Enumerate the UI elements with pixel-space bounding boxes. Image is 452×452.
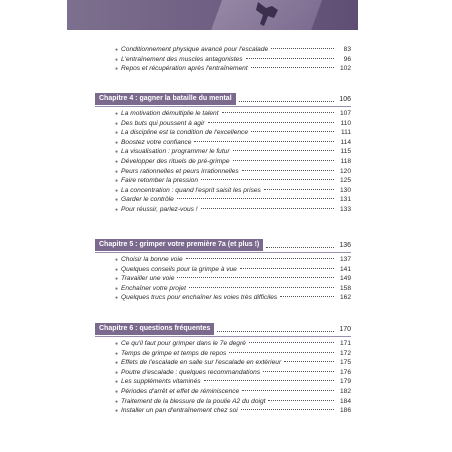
- toc-entry-label: Effets de l'escalade en salle sur l'escalade en extérieur: [121, 359, 282, 367]
- toc-entry-label: Temps de grimpe et temps de repos: [121, 349, 227, 357]
- chapter-heading[interactable]: [95, 323, 351, 335]
- toc-entry-label: Traitement de la blessure de la poulie A2 du doigt: [121, 397, 266, 405]
- toc-entry-label: Enchaîner votre projet: [121, 284, 186, 292]
- dot-leader: [177, 277, 334, 278]
- dot-leader: [241, 409, 334, 410]
- chapter-underline: [95, 106, 351, 107]
- chapter-title: Chapitre 6 : questions fréquentes: [95, 323, 214, 335]
- bullet-icon: ●: [115, 257, 119, 263]
- toc-entry-label: La discipline est la condition de l'excellence: [121, 129, 249, 137]
- dot-leader: [233, 150, 334, 151]
- dot-leader: [251, 67, 334, 68]
- bullet-icon: ●: [115, 168, 119, 175]
- dot-leader: [249, 342, 334, 343]
- bullet-icon: ●: [115, 149, 119, 156]
- climber-silhouette-icon: [248, 0, 288, 30]
- toc-entry-label: La concentration : quand l'esprit saisit les prises: [121, 186, 261, 194]
- bullet-icon: ●: [115, 187, 119, 194]
- dot-leader: [263, 371, 334, 372]
- dot-leader: [240, 268, 334, 269]
- toc-entry-label: Des buts qui poussent à agir: [121, 119, 205, 127]
- dot-leader: [201, 179, 334, 180]
- chapter-heading[interactable]: [95, 93, 351, 105]
- bullet-icon: ●: [115, 408, 119, 415]
- dot-leader: [246, 58, 334, 59]
- toc-entry-page: 179: [339, 378, 351, 386]
- dot-leader: [280, 296, 334, 297]
- bullet-icon: ●: [115, 398, 119, 405]
- header-photo-banner: [67, 0, 358, 30]
- toc-entry-label: La visualisation : programmer le futur: [121, 148, 230, 156]
- dot-leader: [284, 361, 334, 362]
- toc-entry[interactable]: [95, 340, 351, 350]
- toc-entry-label: La motivation démultiplie le talent: [121, 110, 219, 117]
- toc-entry[interactable]: [95, 187, 351, 197]
- bullet-icon: ●: [115, 350, 119, 357]
- dot-leader: [264, 189, 334, 190]
- toc-entry-label: Pour réussir, parlez-vous !: [121, 206, 198, 213]
- toc-entry-page: 120: [339, 167, 351, 175]
- toc-entry-label: Développer des rituels de pré-grimpe: [121, 158, 230, 165]
- bullet-icon: ●: [115, 130, 119, 137]
- toc-entry[interactable]: [95, 196, 351, 206]
- bullet-icon: ●: [115, 66, 119, 73]
- toc-entry-page: 107: [339, 110, 351, 117]
- toc-entry-label: Repos et récupération après l'entraînement: [121, 65, 248, 73]
- dot-leader: [177, 198, 334, 199]
- toc-entry-page: 162: [339, 294, 351, 302]
- toc-entry-page: 172: [339, 349, 351, 357]
- bullet-icon: ●: [115, 379, 119, 386]
- toc-entry[interactable]: [95, 256, 351, 266]
- bullet-icon: ●: [115, 120, 119, 127]
- bullet-icon: ●: [115, 276, 119, 283]
- toc-entry[interactable]: [95, 285, 351, 295]
- toc-entry[interactable]: [95, 158, 351, 168]
- dot-leader: [242, 390, 334, 391]
- bullet-icon: ●: [115, 285, 119, 292]
- dot-leader: [201, 208, 334, 209]
- dot-leader: [217, 331, 334, 332]
- toc-entry[interactable]: [95, 139, 351, 149]
- toc-entry[interactable]: [95, 275, 351, 285]
- toc-entry-page: 171: [339, 340, 351, 347]
- bullet-icon: ●: [115, 207, 119, 213]
- toc-entry-page: 111: [340, 129, 351, 137]
- toc-entry-label: Poutre d'escalade : quelques recommandations: [121, 368, 261, 376]
- chapter-title: Chapitre 5 : grimper votre première 7a (et plus !): [95, 239, 263, 251]
- toc-entry-page: 158: [339, 284, 351, 292]
- toc-entry[interactable]: [95, 46, 351, 56]
- toc-entry-page: 118: [340, 158, 351, 165]
- toc-entry[interactable]: [95, 206, 351, 216]
- toc-entry-label: Conditionnement physique avancé pour l'escalade: [121, 46, 269, 53]
- toc-entry-label: Travailler une voie: [121, 275, 175, 283]
- bullet-icon: ●: [115, 111, 119, 117]
- bullet-icon: ●: [115, 178, 119, 185]
- toc-entry-page: 125: [339, 177, 351, 185]
- chapter-page: 136: [339, 241, 351, 249]
- dot-leader: [208, 122, 334, 123]
- toc-entry-page: 137: [339, 256, 351, 263]
- toc-entry-page: 141: [339, 265, 351, 273]
- dot-leader: [239, 101, 334, 102]
- dot-leader: [189, 287, 334, 288]
- dot-leader: [229, 352, 334, 353]
- toc-entry-label: Périodes d'arrêt et effet de réminiscence: [121, 388, 240, 395]
- toc-entry-page: 133: [339, 206, 351, 213]
- toc-entry-page: 186: [339, 407, 351, 415]
- toc-entry[interactable]: [95, 129, 351, 139]
- toc-entry-label: Choisir la bonne voie: [121, 256, 183, 263]
- dot-leader: [186, 258, 334, 259]
- toc-entry[interactable]: [95, 388, 351, 398]
- dot-leader: [233, 160, 334, 161]
- toc-entry[interactable]: [95, 177, 351, 187]
- chapter-title: Chapitre 4 : gagner la bataille du mental: [95, 93, 236, 105]
- toc-entry[interactable]: [95, 168, 351, 178]
- bullet-icon: ●: [115, 56, 119, 63]
- toc-entry[interactable]: [95, 65, 351, 75]
- toc-entry-label: Peurs rationnelles et peurs irrationnelles: [121, 167, 239, 175]
- toc-entry-page: 83: [343, 46, 351, 53]
- toc-entry-page: 176: [339, 368, 351, 376]
- toc-entry-label: Faire retomber la pression: [121, 177, 198, 185]
- chapter-page: 106: [339, 95, 351, 103]
- toc-entry[interactable]: [95, 407, 351, 417]
- toc-entry-page: 131: [339, 196, 351, 204]
- toc-entry[interactable]: [95, 398, 351, 408]
- toc-entry-label: L'entraînement des muscles antagonistes: [121, 55, 243, 63]
- dot-leader: [268, 400, 334, 401]
- toc-entry-page: 102: [339, 65, 351, 73]
- toc-entry-page: 114: [340, 138, 351, 146]
- toc-entry[interactable]: [95, 120, 351, 130]
- chapter-underline: [95, 252, 351, 253]
- toc-entry[interactable]: [95, 56, 351, 66]
- dot-leader: [251, 131, 334, 132]
- bullet-icon: ●: [115, 360, 119, 367]
- toc-entry-page: 182: [339, 388, 351, 395]
- bullet-icon: ●: [115, 47, 119, 53]
- toc-entry-page: 130: [339, 186, 351, 194]
- toc-entry-page: 175: [339, 359, 351, 367]
- dot-leader: [266, 247, 334, 248]
- dot-leader: [271, 48, 334, 49]
- toc-entry-label: Boostez votre confiance: [121, 138, 192, 146]
- dot-leader: [194, 141, 334, 142]
- toc-entry-page: 96: [343, 55, 351, 63]
- toc-entry-label: Quelques trucs pour enchaîner les voies très difficiles: [121, 294, 278, 302]
- bullet-icon: ●: [115, 159, 119, 165]
- toc-entry[interactable]: [95, 148, 351, 158]
- toc-entry[interactable]: [95, 359, 351, 369]
- bullet-icon: ●: [115, 369, 119, 376]
- toc-entry-page: 115: [340, 148, 351, 156]
- toc-entry-label: Installer un pan d'entraînement chez soi: [121, 407, 238, 415]
- dot-leader: [204, 380, 334, 381]
- toc-entry[interactable]: [95, 110, 351, 120]
- toc-entry-page: 184: [339, 397, 351, 405]
- bullet-icon: ●: [115, 139, 119, 146]
- toc-entry[interactable]: [95, 378, 351, 388]
- bullet-icon: ●: [115, 295, 119, 302]
- toc-entry-page: 110: [340, 119, 351, 127]
- toc-entry[interactable]: [95, 350, 351, 360]
- bullet-icon: ●: [115, 341, 119, 347]
- chapter-underline: [95, 336, 351, 337]
- toc-entry-label: Quelques conseils pour la grimpe à vue: [121, 265, 237, 273]
- chapter-heading[interactable]: [95, 239, 351, 251]
- dot-leader: [222, 112, 334, 113]
- toc-entry-label: Ce qu'il faut pour grimper dans le 7e degré: [121, 340, 246, 347]
- toc-entry[interactable]: [95, 294, 351, 304]
- bullet-icon: ●: [115, 197, 119, 204]
- toc-entry-page: 149: [339, 275, 351, 283]
- toc-entry-label: Les suppléments vitaminés: [121, 378, 201, 386]
- toc-entry[interactable]: [95, 266, 351, 276]
- bullet-icon: ●: [115, 266, 119, 273]
- toc-entry[interactable]: [95, 369, 351, 379]
- toc-entry-label: Garder le contrôle: [121, 196, 174, 204]
- bullet-icon: ●: [115, 389, 119, 395]
- chapter-page: 170: [339, 325, 351, 333]
- dot-leader: [242, 170, 334, 171]
